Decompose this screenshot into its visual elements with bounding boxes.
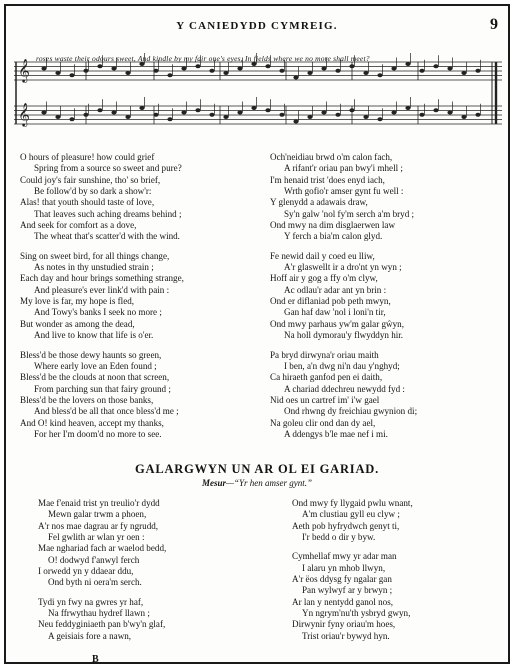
verse-line: I alaru yn mhob llwyn, <box>302 562 386 573</box>
verse-line: Ca hiraeth ganfod pen ei daith, <box>270 372 383 383</box>
verse-line: The wheat that's scatter'd with the wind. <box>34 231 180 242</box>
note-head <box>223 115 228 119</box>
verse-line: O! dodwyd f'anwyl ferch <box>48 554 140 565</box>
note-head <box>321 67 326 71</box>
note-head <box>363 71 368 75</box>
verse-line: Hoff air y gog a ffy o'm clyw, <box>270 273 378 284</box>
verse-line: Each day and hour brings something strange, <box>20 273 184 284</box>
verse-line: Spring from a source so sweet and pure? <box>34 163 182 174</box>
note-head <box>251 106 256 110</box>
note-head <box>83 69 88 73</box>
note-head <box>265 108 270 112</box>
note-head <box>111 111 116 115</box>
verse-line: Na goleu clir ond dan dy ael, <box>270 417 376 428</box>
verse-line: A rifant'r oriau pan bwy'i mhell ; <box>284 163 403 174</box>
tune-name: —“Yr hen amser gynt.” <box>226 478 313 488</box>
page <box>4 4 510 664</box>
note-head <box>433 108 438 112</box>
note-head <box>461 71 466 75</box>
note-head <box>167 117 172 121</box>
note-head <box>475 113 480 117</box>
page-number: 9 <box>490 16 498 33</box>
verse-line: And O! kind heaven, accept my thanks, <box>20 417 164 428</box>
page-header <box>6 14 508 36</box>
verse-line: I'r bedd o dir y byw. <box>302 532 376 543</box>
verse-line: As notes in thy unstudied strain ; <box>34 262 154 273</box>
verse-line: Mae f'enaid trist yn treulio'r dydd <box>38 498 160 508</box>
note-head <box>125 71 130 75</box>
note-head <box>97 64 102 68</box>
verse-line: But wonder as among the dead, <box>20 318 135 329</box>
note-head <box>391 111 396 115</box>
note-head <box>349 108 354 112</box>
verse-line: I ben, a'n dwg ni'n dau y'nghyd; <box>284 360 400 371</box>
verse-line: Ar lan y nentydd ganol nos, <box>292 596 394 607</box>
verse-line: Where early love an Eden found ; <box>34 360 157 371</box>
verse-line: A geisiais fore a nawn, <box>48 630 132 641</box>
note-head <box>293 120 298 124</box>
verse-line: Trist oriau'r bywyd hyn. <box>302 630 390 641</box>
verse-line: For her I'm doom'd no more to see. <box>34 428 162 439</box>
note-head <box>349 64 354 68</box>
note-head <box>447 111 452 115</box>
tune-label: Mesur <box>201 478 226 488</box>
verse-line: Pan wylwyf ar y brwyn ; <box>302 585 393 596</box>
welsh-verses <box>270 152 506 440</box>
note-head <box>209 69 214 73</box>
verse-line: Y ferch a bia'm calon glyd. <box>284 231 383 242</box>
verse-line: That leaves such aching dreams behind ; <box>34 208 182 219</box>
verse-line: Ond mwy na dim disglaerwen law <box>270 220 396 231</box>
verse-line: Ond er diflaniad pob peth mwyn, <box>270 296 391 307</box>
verse-line: Bless'd be those dewy haunts so green, <box>20 349 162 360</box>
note-head <box>153 69 158 73</box>
note-head <box>97 108 102 112</box>
verse-line: Fe newid dail y coed eu lliw, <box>270 250 375 261</box>
verse-line: Could joy's fair sunshine, tho' so brief, <box>20 174 161 185</box>
svg-text:𝄞: 𝄞 <box>18 58 30 82</box>
verse-line: I'm henaid trist 'does enyd iach, <box>270 174 385 185</box>
verse-line: And pleasure's ever link'd with pain : <box>34 284 170 295</box>
note-head <box>321 111 326 115</box>
verse-line: Na ffrwythau hydref llawn ; <box>48 608 150 619</box>
verse-line: From parching sun that fairy ground ; <box>34 383 171 394</box>
verse-line: Aeth pob hyfrydwch genyt ti, <box>292 520 400 531</box>
note-head <box>307 71 312 75</box>
note-head <box>335 113 340 117</box>
verse-line: Ond byth ni oera'm serch. <box>48 577 142 588</box>
note-head <box>69 73 74 77</box>
verse-line: And bless'd be all that once bless'd me ; <box>34 406 179 417</box>
note-head <box>377 73 382 77</box>
verse-line: Sy'n galw 'nol fy'm serch a'm bryd ; <box>284 208 415 219</box>
note-head <box>181 111 186 115</box>
verse-line: Be follow'd by so dark a show'r: <box>34 186 152 197</box>
verse-line: A ddengys b'le mae nef i mi. <box>284 428 388 439</box>
note-head <box>335 69 340 73</box>
note-head <box>167 73 172 77</box>
signature-mark: B <box>92 654 99 665</box>
note-head <box>153 113 158 117</box>
note-head <box>279 113 284 117</box>
verse-line: Och'neidiau brwd o'm calon fach, <box>270 152 393 162</box>
note-head <box>209 113 214 117</box>
note-head <box>125 115 130 119</box>
verse-line: Ac odlau'r adar ant yn brin : <box>284 284 387 295</box>
verse-line: Na holl dymorau'y flwyddyn hir. <box>284 330 404 341</box>
verse-line: Bless'd be the lovers on those banks, <box>20 394 154 405</box>
verse-line: And live to know that life is o'er. <box>34 330 154 341</box>
note-head <box>41 67 46 71</box>
verse-line: Gan haf daw 'nol i loni'n tir, <box>284 307 386 318</box>
verse-line: Yn ngrym'nu'th ysbryd gwyn, <box>302 608 411 619</box>
verse-line: Ond rhwng dy freichiau gwynion di; <box>284 406 418 417</box>
note-head <box>405 106 410 110</box>
note-head <box>475 69 480 73</box>
verse-line: And Towy's banks I seek no more ; <box>34 307 162 318</box>
verse-line: Cymhellaf mwy yr adar man <box>292 551 397 562</box>
verse-line: A'r ëos ddysg fy ngalar gan <box>292 574 392 585</box>
note-head <box>433 64 438 68</box>
note-head <box>279 69 284 73</box>
note-head <box>377 117 382 121</box>
note-head <box>391 67 396 71</box>
note-head <box>55 71 60 75</box>
note-head <box>69 117 74 121</box>
verse-line: Fel gwlith ar wlan yr oen : <box>48 532 145 543</box>
note-head <box>237 67 242 71</box>
verse-line: Sing on sweet bird, for all things change, <box>20 250 170 261</box>
bottom-right-verses <box>292 498 413 642</box>
note-head <box>181 67 186 71</box>
note-head <box>461 115 466 119</box>
note-head <box>419 69 424 73</box>
bottom-left-verses <box>38 498 166 642</box>
note-head <box>447 67 452 71</box>
tune-line <box>6 478 508 488</box>
note-head <box>223 71 228 75</box>
section-title: GALARGWYN UN AR OL EI GARIAD. <box>134 462 380 476</box>
english-verses <box>20 152 258 440</box>
verse-line: Mae nghariad fach ar waelod bedd, <box>38 543 167 554</box>
verse-line: Ond mwy fy llygaid pwlu wnant, <box>292 498 413 508</box>
note-head <box>111 67 116 71</box>
verse-line: A'r glaswellt ir a dro'nt yn wyn ; <box>284 262 402 273</box>
note-head <box>363 115 368 119</box>
note-head <box>55 115 60 119</box>
running-title: Y CANIEDYDD CYMREIG. <box>176 20 338 32</box>
verse-line: Alas! that youth should taste of love, <box>20 197 155 208</box>
verse-line: I orwedd yn y ddaear ddu, <box>38 566 134 577</box>
verse-line: A chariad ddechreu newydd fyd : <box>284 383 405 394</box>
note-head <box>293 76 298 80</box>
verse-line: And seek for comfort as a dove, <box>20 220 137 231</box>
verse-line: Y glenydd a adawais draw, <box>270 197 368 208</box>
note-head <box>41 111 46 115</box>
note-head <box>83 113 88 117</box>
verse-line: My love is far, my hope is fled, <box>20 296 135 307</box>
verse-line: A'm clustiau gyll eu clyw ; <box>302 509 400 520</box>
verse-line: Tydi yn fwy na gwres yr haf, <box>38 596 144 607</box>
verse-line: O hours of pleasure! how could grief <box>20 152 155 162</box>
note-head <box>139 106 144 110</box>
verse-line: Neu feddyginiaeth pan b'wy'n glaf, <box>38 619 166 630</box>
note-head <box>195 108 200 112</box>
verse-line: Ond mwy parhaus yw'm galar gŵyn, <box>270 318 404 329</box>
svg-text:𝄞: 𝄞 <box>18 102 30 126</box>
verse-line: Mewn galar trwm a phoen, <box>48 509 147 520</box>
verse-line: A'r nos mae dagrau ar fy ngrudd, <box>38 520 159 531</box>
verse-line: Bless'd be the clouds at noon that screen, <box>20 372 170 383</box>
note-head <box>419 113 424 117</box>
note-head <box>195 64 200 68</box>
verse-line: Pa bryd dirwyna'r oriau maith <box>270 349 379 360</box>
note-head <box>265 64 270 68</box>
verse-line: Wrth gofio'r amser gynt fu well : <box>284 186 404 197</box>
note-head <box>237 111 242 115</box>
verse-line: Dirwynir fyny oriau'm hoes, <box>292 619 396 630</box>
note-head <box>307 115 312 119</box>
music-lyric-line: roses waste their odours sweet, And kindle by my fair one's eyes, In fields where we no more shall meet? <box>36 54 370 63</box>
music-notation <box>14 48 502 160</box>
verse-line: Nid oes un cartref im' i'w gael <box>270 394 380 405</box>
